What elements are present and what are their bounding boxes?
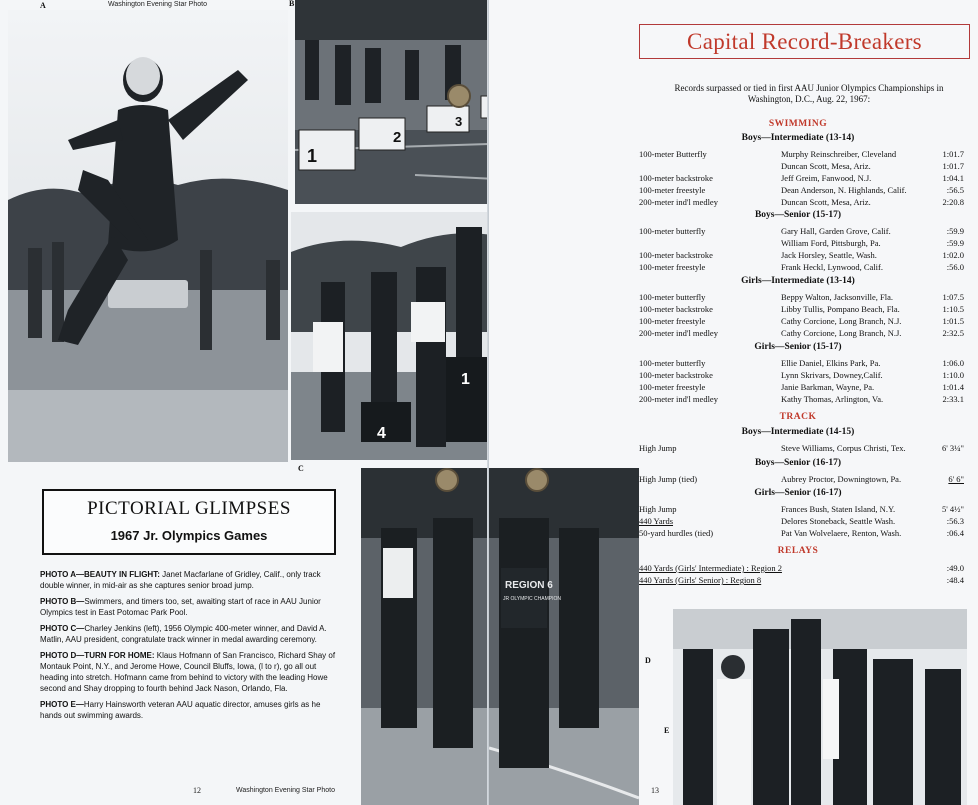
right-page bbox=[489, 0, 978, 805]
relay-row: 440 Yards (Girls' Senior) : Region 8 :48.4 bbox=[639, 575, 964, 585]
track-group-heading: Girls—Senior (16-17) bbox=[754, 488, 842, 498]
caption-photo-d: PHOTO D—TURN FOR HOME: Klaus Hofmann of San Francisco, Richard Shay of Montauk Point, N.Y., and Jerome Howe, Council Bluffs, Iowa, (l to r), go all out heading into stretch. Hofmann came from behind to victory with the leading Howe second and Shay dropping to fourth behind Jack Nason, Orlando, Fla. bbox=[40, 651, 336, 693]
pictorial-title-box bbox=[42, 489, 336, 555]
record-row: 100-meter backstroke Lynn Skrivars, Downey,Calif. 1:10.0 bbox=[639, 370, 964, 380]
photo-d-runners-continued bbox=[489, 468, 639, 805]
record-row: 100-meter freestyle Janie Barkman, Wayne, Pa. 1:01.4 bbox=[639, 382, 964, 392]
photo-label-e: E bbox=[664, 726, 670, 735]
record-row: 100-meter backstroke Jack Horsley, Seattle, Wash. 1:02.0 bbox=[639, 250, 964, 260]
photo-credit-bottom: Washington Evening Star Photo bbox=[236, 787, 335, 794]
record-row: 100-meter freestyle Dean Anderson, N. Highlands, Calif. :56.5 bbox=[639, 185, 964, 195]
relays-heading: RELAYS bbox=[777, 546, 819, 556]
photo-e-swimming-awards bbox=[673, 609, 967, 805]
caption-photo-b: PHOTO B—Swimmers, and timers too, set, awaiting start of race in AAU Junior Olympics test in East Potomac Park Pool. bbox=[40, 597, 321, 617]
record-row: High Jump Frances Bush, Staten Island, N.Y. 5' 4½" bbox=[639, 504, 964, 514]
lane-number-2: 2 bbox=[393, 129, 402, 146]
page-title: PICTORIAL GLIMPSES bbox=[87, 498, 291, 519]
record-row: 100-meter freestyle Cathy Corcione, Long Branch, N.J. 1:01.5 bbox=[639, 316, 964, 326]
record-row: 200-meter ind'l medley Cathy Corcione, Long Branch, N.J. 2:32.5 bbox=[639, 328, 964, 338]
lane-number-3: 3 bbox=[455, 114, 463, 129]
page-subtitle: 1967 Jr. Olympics Games bbox=[110, 528, 268, 543]
record-row: 200-meter ind'l medley Kathy Thomas, Arlington, Va. 2:33.1 bbox=[639, 394, 964, 404]
swim-group-heading: Boys—Senior (15-17) bbox=[754, 210, 842, 220]
record-row: Duncan Scott, Mesa, Ariz. 1:01.7 bbox=[781, 161, 964, 171]
record-row: 100-meter freestyle Frank Heckl, Lynwood, Calif. :56.0 bbox=[639, 262, 964, 272]
record-breakers-title: Capital Record-Breakers bbox=[687, 29, 922, 54]
caption-photo-c: PHOTO C—Charley Jenkins (left), 1956 Olympic 400-meter winner, and David A. Matlin, AAU president, congratulate track winner in medal awarding ceremony. bbox=[40, 624, 327, 644]
photo-label-d: D bbox=[645, 656, 651, 665]
podium-number-4: 4 bbox=[377, 425, 386, 442]
record-row: 100-meter butterfly Gary Hall, Garden Grove, Calif. :59.9 bbox=[639, 226, 964, 236]
caption-photo-e: PHOTO E—Harry Hainsworth veteran AAU aquatic director, amuses girls as he hands out swimming awards. bbox=[40, 700, 321, 720]
record-row: 100-meter backstroke Libby Tullis, Pompano Beach, Fla. 1:10.5 bbox=[639, 304, 964, 314]
runner-shirt-subtext: JR OLYMPIC CHAMPION bbox=[503, 596, 561, 602]
track-group-heading: Boys—Senior (16-17) bbox=[754, 458, 842, 468]
record-row: High Jump Steve Williams, Corpus Christi, Tex. 6' 3¼" bbox=[639, 443, 964, 453]
photo-d-runners bbox=[361, 468, 489, 805]
record-row: 100-meter backstroke Jeff Greim, Fanwood, N.J. 1:04.1 bbox=[639, 173, 964, 183]
photo-label-c: C bbox=[298, 464, 304, 473]
record-row: 200-meter ind'l medley Duncan Scott, Mesa, Ariz. 2:20.8 bbox=[639, 197, 964, 207]
track-group-heading: Boys—Intermediate (14-15) bbox=[741, 427, 855, 437]
swim-group-heading: Boys—Intermediate (13-14) bbox=[741, 133, 855, 143]
record-row: 100-meter butterfly Beppy Walton, Jacksonville, Fla. 1:07.5 bbox=[639, 292, 964, 302]
photo-label-b: B bbox=[289, 0, 295, 8]
podium-number-1: 1 bbox=[461, 371, 470, 388]
photo-a-broad-jump bbox=[8, 10, 288, 462]
lane-number-1: 1 bbox=[307, 146, 318, 166]
record-row: 100-meter butterfly Ellie Daniel, Elkins Park, Pa. 1:06.0 bbox=[639, 358, 964, 368]
relay-row: 440 Yards (Girls' Intermediate) : Region 2 :49.0 bbox=[639, 563, 964, 573]
photo-label-a: A bbox=[40, 1, 46, 10]
caption-photo-a: PHOTO A—BEAUTY IN FLIGHT: Janet Macfarlane of Gridley, Calif., only track double winner, in mid-air as she captures senior broad jump. bbox=[40, 570, 321, 590]
track-heading: TRACK bbox=[779, 412, 817, 422]
swim-group-heading: Girls—Intermediate (13-14) bbox=[741, 276, 855, 286]
swim-group-heading: Girls—Senior (15-17) bbox=[754, 342, 842, 352]
records-intro: Records surpassed or tied in first AAU Junior Olympics Championships in Washington, D.C., Aug. 22, 1967: bbox=[674, 83, 944, 104]
page-number-right: 13 bbox=[651, 786, 659, 795]
record-breakers-title-box bbox=[639, 24, 970, 59]
record-row: 100-meter Butterfly Murphy Reinschreiber, Cleveland 1:01.7 bbox=[639, 149, 964, 159]
record-row: 440 Yards Delores Stoneback, Seattle Wash. :56.3 bbox=[639, 516, 964, 526]
photo-credit-top: Washington Evening Star Photo bbox=[108, 1, 207, 8]
record-row: 50-yard hurdles (tied) Pat Van Wolvelaere, Renton, Wash. :06.4 bbox=[639, 528, 964, 538]
record-row: William Ford, Pittsburgh, Pa. :59.9 bbox=[781, 238, 964, 248]
page-number-left: 12 bbox=[193, 786, 201, 795]
record-row: High Jump (tied) Aubrey Proctor, Downingtown, Pa. 6' 6" bbox=[639, 474, 964, 484]
runner-shirt-text: REGION 6 bbox=[505, 580, 553, 591]
swimming-heading: SWIMMING bbox=[768, 119, 828, 129]
photo-captions bbox=[40, 569, 340, 726]
